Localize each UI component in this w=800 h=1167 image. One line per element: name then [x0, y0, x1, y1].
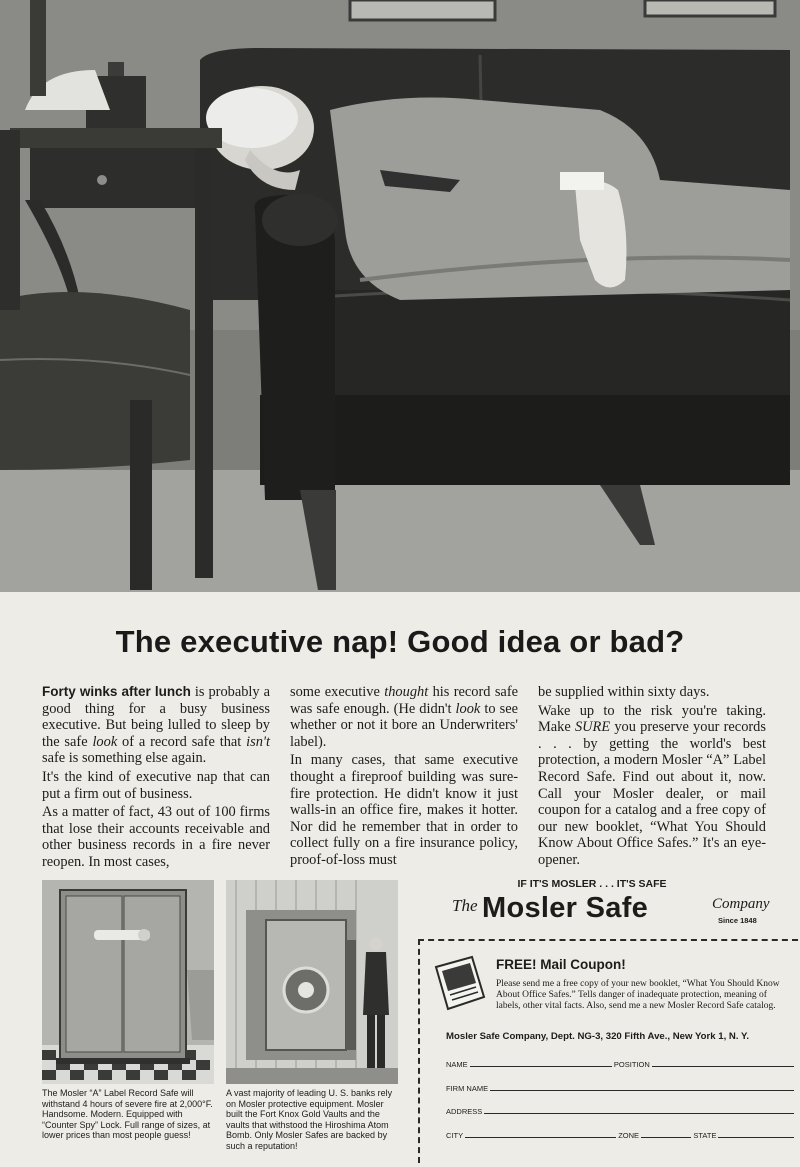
- body-emphasis: look: [92, 733, 118, 750]
- headline: The executive nap! Good idea or bad?: [115, 624, 685, 659]
- body-paragraph: be supplied within sixty days.: [538, 684, 710, 700]
- vault-illustration: [226, 880, 398, 1084]
- logo-since: Since 1848: [718, 916, 757, 925]
- state-field[interactable]: [718, 1136, 794, 1138]
- body-emphasis: SURE: [574, 719, 611, 736]
- mail-coupon[interactable]: [418, 939, 798, 1163]
- zone-label: ZONE: [618, 1131, 640, 1140]
- body-column-1: [42, 684, 270, 870]
- body-text: safe is something else again.: [42, 750, 207, 767]
- body-paragraph: It's the kind of executive nap that can put a firm out of business.: [42, 768, 270, 802]
- name-label: NAME: [446, 1060, 468, 1069]
- logo-the: The: [452, 896, 478, 915]
- brand-tagline: IF IT'S MOSLER . . . IT'S SAFE: [517, 878, 667, 890]
- logo-name: Mosler Safe: [482, 892, 649, 924]
- coupon-address: Mosler Safe Company, Dept. NG-3, 320 Fifth Ave., New York 1, N. Y.: [446, 1031, 749, 1042]
- body-text: you preserve your records . . . by getting the world's best protection, a modern Mosler “A” Label Record Safe. Find out about it, now. Call your Mosler dealer, or mail coupon for a catalog and a free copy of our new booklet, “What You Should Know About Office Safes.” It's an eye-opener.: [538, 719, 766, 868]
- body-paragraph: In many cases, that same executive thought a fireproof building was sure-fire protection. He didn't know it just walls-in an office fire, makes it hotter. Nor did he remember that in order to collect fully on a fire insurance policy, proof-of-loss must: [290, 752, 518, 868]
- body-column-2: [290, 684, 519, 868]
- firm-field[interactable]: [490, 1089, 794, 1091]
- lead-in: Forty winks after lunch: [42, 684, 191, 699]
- body-text: Wake up to the risk you're taking. Make: [538, 702, 766, 736]
- coupon-text: Please send me a free copy of your new booklet, “What You Should Know About Office Safes.” Tells danger of inadequate protection, meaning of labels, other vital facts. Also, send me a new Mosler Record Safe catalog.: [496, 979, 780, 1011]
- safe-illustration: [42, 880, 214, 1084]
- firm-row: [446, 1079, 796, 1093]
- body-copy: [42, 684, 766, 870]
- name-position-row: [446, 1055, 796, 1069]
- logo-company: Company: [712, 896, 770, 912]
- city-row: [446, 1126, 796, 1140]
- body-text: of a record safe that: [117, 733, 247, 750]
- vault-caption: A vast majority of leading U. S. banks rely on Mosler protective equipment. Mosler built the Fort Knox Gold Vaults and the vaults that withstood the Hiroshima Atom Bomb. Only Mosler Safes are backed by such a reputation!: [226, 1088, 393, 1151]
- body-emphasis: look: [455, 700, 481, 717]
- mosler-logo: [442, 890, 772, 930]
- zone-field[interactable]: [641, 1136, 691, 1138]
- body-emphasis: thought: [384, 684, 429, 700]
- city-field[interactable]: [465, 1136, 616, 1138]
- vault-door-photo: [226, 880, 398, 1084]
- firm-label: FIRM NAME: [446, 1084, 489, 1093]
- name-field[interactable]: [470, 1065, 612, 1067]
- state-label: STATE: [693, 1131, 717, 1140]
- body-text: some executive: [290, 684, 385, 700]
- booklet-icon: [432, 953, 488, 1018]
- address-field[interactable]: [484, 1112, 794, 1114]
- body-text: to see whether or not it bore an Underwriters' label).: [290, 700, 519, 750]
- position-label: POSITION: [613, 1060, 650, 1069]
- record-safe-photo: [42, 880, 214, 1084]
- address-label: ADDRESS: [446, 1107, 483, 1116]
- city-label: CITY: [446, 1131, 464, 1140]
- body-column-3: [538, 684, 766, 868]
- body-emphasis: isn't: [246, 733, 270, 750]
- address-row: [446, 1102, 796, 1116]
- body-text: is probably a good thing for a busy business executive. But being lulled to sleep by the safe: [42, 684, 270, 750]
- position-field[interactable]: [652, 1065, 794, 1067]
- body-text: his record safe was safe enough. (He didn't: [290, 684, 519, 717]
- body-paragraph: As a matter of fact, 43 out of 100 firms that lose their accounts receivable and other business records in a fire never reopen. In most cases,: [42, 804, 270, 870]
- record-safe-caption: The Mosler “A” Label Record Safe will withstand 4 hours of severe fire at 2,000°F. Handsome. Modern. Equipped with “Counter Spy” Lock. Full range of sizes, at lower prices than most people guess!: [42, 1088, 213, 1140]
- coupon-title: FREE! Mail Coupon!: [496, 957, 626, 972]
